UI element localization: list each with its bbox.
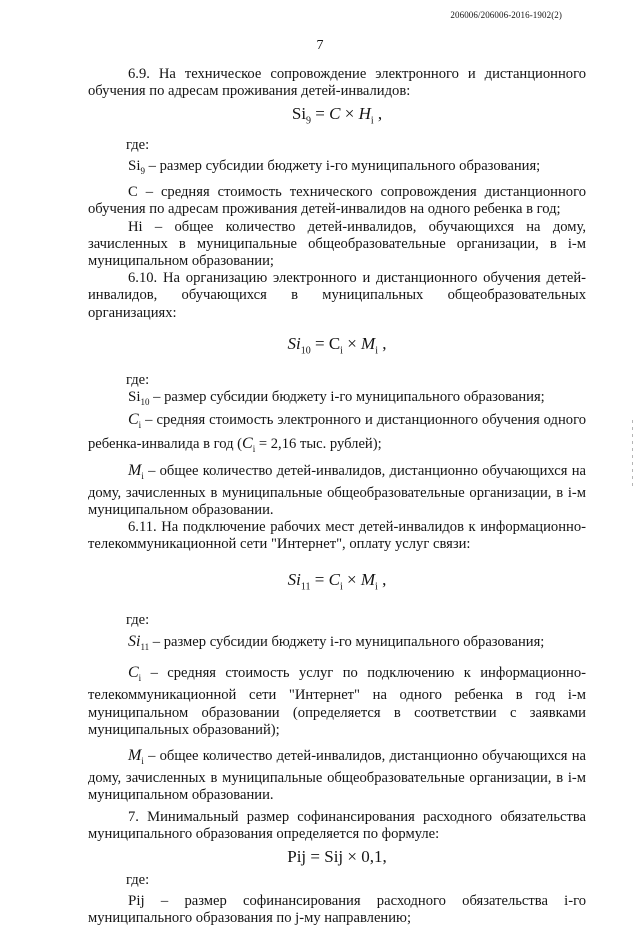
definition-c9: С – средняя стоимость технического сопровождения дистанционного обучения по адресам проживания детей-инвалидов на одного ребенка в год; — [88, 184, 586, 218]
definition-ci11: $C_i$ – средняя стоимость услуг по подключению к информационно-телекоммуникационной сети "Интернет" на одного ребенка в год i-м муниципальном образовании (определяется в соответствии с заявками муниципальных образований); — [88, 664, 586, 738]
document-id: 206006/206006-2016-1902(2) — [450, 10, 562, 20]
formula-si9: $Si_9 = C \times H_i$ , — [291, 104, 383, 127]
where-label: где: — [126, 372, 150, 389]
definition-hi: Hi – общее количество детей-инвалидов, обучающихся на дому, зачисленных в муниципальные общеобразовательные организации, в i-м муниципальном образовании; — [88, 218, 586, 269]
definition-ci10: $C_i$ – средняя стоимость электронного и дистанционного обучения одного ребенка-инвалида в год ($C_i = 2,16$ тыс. рублей); — [88, 411, 586, 454]
where-label: где: — [126, 611, 150, 628]
paragraph-6-9: 6.9. На техническое сопровождение электронного и дистанционного обучения по адресам проживания детей-инвалидов: — [88, 66, 586, 100]
paragraph-6-10: 6.10. На организацию электронного и дистанционного обучения детей-инвалидов, обучающихся в муниципальных общеобразовательных организациях: — [88, 270, 586, 321]
formula-si11: $Si_{11} = C_i \times M_i$ , — [287, 569, 387, 592]
paragraph-6-11: 6.11. На подключение рабочих мест детей-инвалидов к информационно-телекоммуникационной сети "Интернет", оплату услуг связи: — [88, 519, 586, 553]
document-body — [88, 66, 586, 928]
definition-mi10: $M_i$ – общее количество детей-инвалидов, дистанционно обучающихся на дому, зачисленных в муниципальные общеобразовательные организации, в i-м муниципальном образовании. — [88, 461, 586, 518]
definition-mi11: $M_i$ – общее количество детей-инвалидов, дистанционно обучающихся на дому, зачисленных в муниципальные общеобразовательные организации, в i-м муниципальном образовании. — [88, 747, 586, 804]
where-label: где: — [126, 136, 150, 153]
paragraph-7: 7. Минимальный размер софинансирования расходного обязательства муниципального образования определяется по формуле: — [88, 808, 586, 842]
definition-si9: $Si_9$ – размер субсидии бюджету i-го муниципального образования; — [128, 158, 541, 176]
definition-pij: Pij – размер софинансирования расходного обязательства i-го муниципального образования по j-му направлению; — [88, 893, 586, 927]
definition-si10: $Si_{10}$ – размер субсидии бюджету i-го муниципального образования; — [128, 389, 545, 408]
formula-si10: $Si_{10} = C_i \times M_i$ , — [287, 333, 387, 357]
where-label: где: — [126, 871, 150, 888]
definition-si11: $Si_{11}$ – размер субсидии бюджету i-го муниципального образования; — [128, 633, 545, 653]
margin-scan-mark — [631, 420, 634, 490]
formula-pij: Pij = Sij × 0,1, — [287, 846, 387, 866]
page-number: 7 — [316, 38, 324, 53]
